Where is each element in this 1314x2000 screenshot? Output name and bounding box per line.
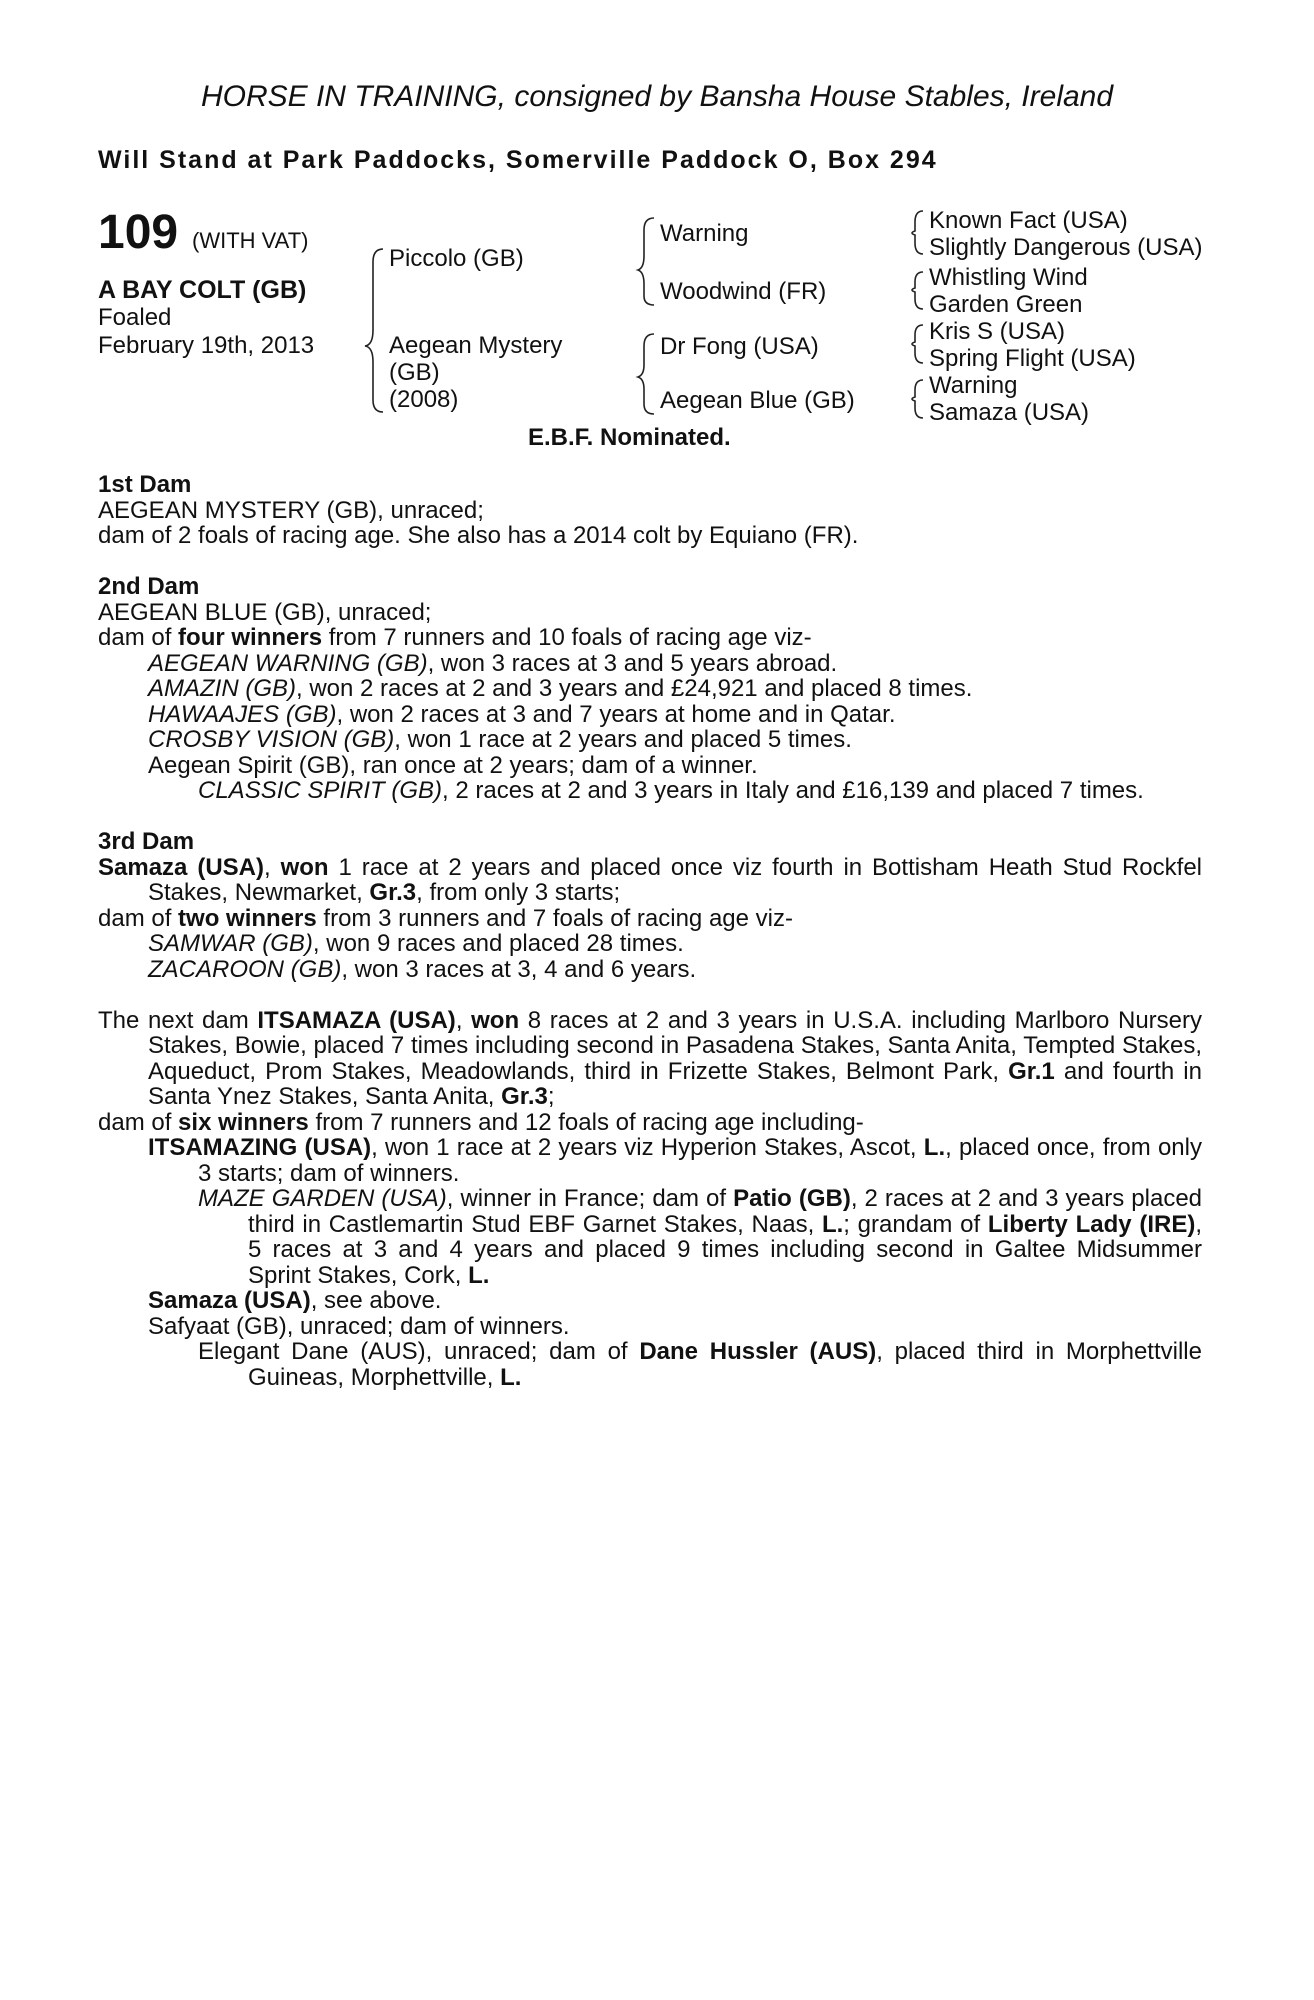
third-dam-runner: SAMWAR (GB), won 9 races and placed 28 times.: [148, 930, 684, 957]
next-dam-grand-runner: Elegant Dane (AUS), unraced; dam of Dane Hussler (AUS), placed third in Morphettville Guineas, Morphettville, L.: [198, 1338, 1202, 1391]
second-dam-line2: dam of four winners from 7 runners and 10 foals of racing age viz-: [98, 624, 812, 651]
third-dam-runner: ZACAROON (GB), won 3 races at 3, 4 and 6 years.: [148, 955, 697, 983]
catalogue-text: [98, 472, 1202, 1390]
brace-sire: [638, 218, 654, 305]
third-dam-line2: dam of two winners from 3 runners and 7 foals of racing age viz-: [98, 904, 793, 932]
lot-number: 109: [98, 206, 179, 259]
pedigree-dam-dam: Aegean Blue (GB): [660, 387, 855, 414]
first-dam-heading: 1st Dam: [98, 471, 192, 498]
ggp-7: Warning: [929, 372, 1018, 399]
second-dam-runner: AMAZIN (GB), won 2 races at 2 and 3 years and £24,921 and placed 8 times.: [148, 675, 973, 702]
ggp-3: Whistling Wind: [929, 264, 1088, 291]
pedigree-sire-dam: Woodwind (FR): [660, 278, 827, 305]
brace-ggp-4: [912, 380, 923, 418]
second-dam-heading: 2nd Dam: [98, 573, 200, 600]
third-dam-heading: 3rd Dam: [98, 828, 195, 855]
vat-label: (WITH VAT): [192, 228, 309, 253]
brace-ggp-1: [912, 211, 923, 254]
pedigree-dam-sire: Dr Fong (USA): [660, 333, 819, 360]
ggp-6: Spring Flight (USA): [929, 345, 1136, 372]
second-dam-grand-runner: CLASSIC SPIRIT (GB), 2 races at 2 and 3 years in Italy and £16,139 and placed 7 times.: [198, 777, 1144, 804]
ggp-4: Garden Green: [929, 291, 1083, 318]
next-dam-runner: ITSAMAZING (USA), won 1 race at 2 years viz Hyperion Stakes, Ascot, L., placed once, from only 3 starts; dam of winners.: [148, 1134, 1202, 1187]
next-dam-runner: Samaza (USA), see above.: [148, 1287, 442, 1314]
brace-ggp-2: [912, 272, 923, 309]
next-dam-grand-runner: MAZE GARDEN (USA), winner in France; dam of Patio (GB), 2 races at 2 and 3 years placed third in Castlemartin Stud EBF Garnet Stakes, Naas, L.; grandam of Liberty Lady (IRE), 5 races at 3 and 4 years and placed 9 times including second in Galtee Midsummer Sprint Stakes, Cork, L.: [198, 1185, 1203, 1289]
next-dam-line2: dam of six winners from 7 runners and 12 foals of racing age including-: [98, 1108, 864, 1136]
ggp-8: Samaza (USA): [929, 399, 1090, 426]
pedigree-sire: Piccolo (GB): [389, 245, 524, 272]
brace-sire-dam: [365, 249, 383, 412]
pedigree-dam-origin: (GB): [389, 359, 440, 386]
second-dam-runner: CROSBY VISION (GB), won 1 race at 2 years and placed 5 times.: [148, 726, 852, 753]
first-dam-line2: dam of 2 foals of racing age. She also has a 2014 colt by Equiano (FR).: [98, 522, 859, 549]
stand-location: Will Stand at Park Paddocks, Somerville Paddock O, Box 294: [98, 146, 938, 174]
second-dam-runner: AEGEAN WARNING (GB), won 3 races at 3 and 5 years abroad.: [148, 649, 838, 677]
pedigree-sire-sire: Warning: [660, 220, 749, 247]
ggp-1: Known Fact (USA): [929, 207, 1128, 234]
ebf-nominated: E.B.F. Nominated.: [528, 424, 731, 451]
page-header: HORSE IN TRAINING, consigned by Bansha House Stables, Ireland: [200, 80, 1114, 113]
ggp-2: Slightly Dangerous (USA): [929, 234, 1203, 261]
pedigree-dam: [389, 332, 562, 413]
foaled-date: February 19th, 2013: [98, 332, 315, 359]
second-dam-line1: AEGEAN BLUE (GB), unraced;: [98, 598, 432, 626]
ggp-5: Kris S (USA): [929, 318, 1066, 345]
second-dam-runner: HAWAAJES (GB), won 2 races at 3 and 7 years at home and in Qatar.: [148, 700, 896, 728]
second-dam-runner: Aegean Spirit (GB), ran once at 2 years; dam of a winner.: [148, 751, 758, 779]
lot-description: A BAY COLT (GB): [98, 276, 307, 304]
next-dam-runner: Safyaat (GB), unraced; dam of winners.: [148, 1312, 570, 1340]
first-dam-line1: AEGEAN MYSTERY (GB), unraced;: [98, 496, 484, 524]
next-dam-line1: The next dam ITSAMAZA (USA), won 8 races at 2 and 3 years in U.S.A. including Marlboro Nursery Stakes, Bowie, placed 7 times including second in Pasadena Stakes, Santa Anita, Tempted Stakes, Aqueduct, Prom Stakes, Meadowlands, third in Frizette Stakes, Belmont Park, Gr.1 and fourth in Santa Ynez Stakes, Santa Anita, Gr.3;: [98, 1006, 1202, 1110]
pedigree-dam-name: Aegean Mystery: [389, 332, 563, 359]
third-dam-line1: Samaza (USA), won 1 race at 2 years and placed once viz fourth in Bottisham Heath Stud Rockfel Stakes, Newmarket, Gr.3, from only 3 starts;: [98, 853, 1202, 906]
foaled-label: Foaled: [98, 304, 172, 331]
pedigree-dam-year: (2008): [389, 386, 459, 413]
brace-ggp-3: [912, 325, 923, 363]
brace-dam: [638, 334, 654, 414]
